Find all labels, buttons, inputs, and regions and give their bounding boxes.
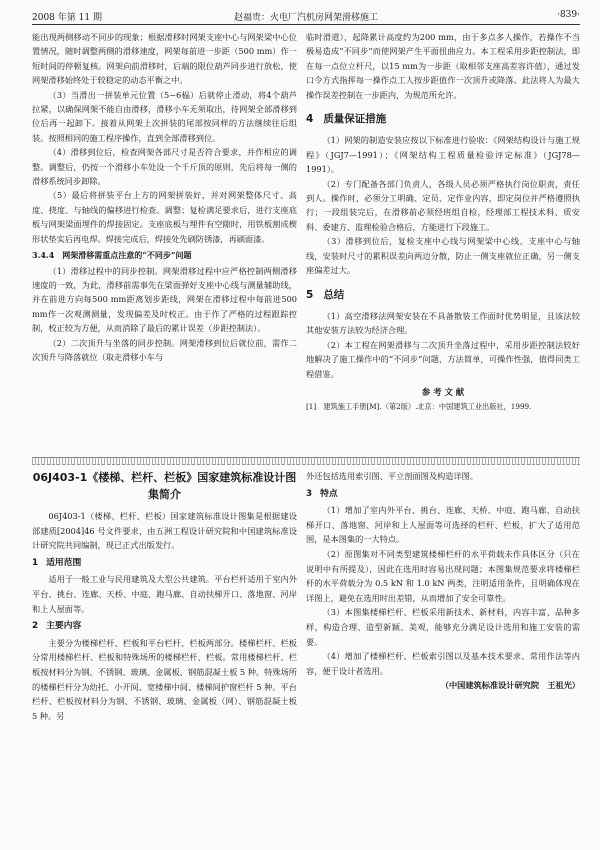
paragraph: 临时滑道），起降累计高度约为200 mm，由于多点多人操作，若操作不当极易造成“不同步”而使网架产生平面扭曲应力。本工程采用步距控制法，即在每一点位立杆尺，以15 mm为一步距（取相邻支座高差容许值），通过发口令方式指挥每一操作点工人按步距值作一次顶升或降落。此法将人为最大操作误差控制在一步距内，为规范所允许。 — [306, 32, 580, 100]
paragraph: （1）高空滑移法网架安装在不具备散装工作面时优势明显，且该法较其他安装方法较为经济合理。 — [306, 310, 580, 336]
subsection-heading: 3.4.4 网架滑移需重点注意的“不同步”问题 — [32, 250, 192, 261]
author-signature: （中国建筑标准设计研究院 王祖光） — [440, 680, 580, 691]
paragraph: （2）原图集对不同类型建筑楼梯栏杆的水平荷载未作具体区分（只在说明中有所提及），因此在选用时容易出现问题；本图集规范要求将楼梯栏杆的水平荷载分为 0.5 kN 和 1.0 kN 两类，注明适用条件，且明确体现在详图上，避免在选用时出差错，从而增加了安全可靠性。 — [306, 548, 580, 603]
notice-right-column — [306, 469, 580, 693]
references-heading: 参 考 文 献 — [421, 386, 465, 397]
paragraph: （3）本图集楼梯栏杆、栏板采用新技术、新材料，内容丰富、品种多样，构造合理、造型新颖、美观，能够充分满足设计选用和施工安装的需要。 — [306, 607, 580, 647]
section-number: 4 — [306, 113, 314, 126]
paragraph: 主要分为楼梯栏杆、栏板和平台栏杆、栏板两部分。楼梯栏杆、栏板分常用楼梯栏杆、栏板和特殊场所的楼梯栏杆、栏板。常用楼梯栏杆、栏板按材料分为钢、不锈钢、玻璃、金属板、钢筋混凝土板 5 种。特殊场所的楼梯栏杆分为幼托、小开间、宽楼梯中间、楼梯间护窗栏杆 5 种。平台栏杆、栏板按材料分为钢、不锈钢、玻璃、金属板（网）、钢筋混凝土板 5 种。另 — [32, 637, 297, 721]
paragraph: （2）专门配备各部门负责人，各级人员必须严格执行岗位职责，责任到人。操作时，必须分工明确、定员、定作业内容，即定岗位并严格遵照执行；一段组装完后，在滑移前必须经班组自检，经理部工程技术科、质安科、委建方、监理检验合格后，方能进行下段施工。 — [306, 178, 580, 232]
article-left-column — [32, 30, 297, 364]
notice-section-content — [32, 619, 297, 634]
paragraph: 适用于一般工业与民用建筑及大型公共建筑。平台栏杆适用于室内外平台、挑台、连廊、天桥、中庭、跑马廊、自动扶梯开口、落地窗、河岸和上人屋面等。 — [32, 574, 297, 614]
paragraph: （1）滑移过程中的同步控制。网架滑移过程中应严格控制两侧滑移速度的一致，为此，滑移前需事先在梁面弹好支座中心线与测量辅助线，并在前进方向每500 mm距离划步距线，网架在滑移过程中每前进500 mm作一次观测测量，发现偏差及时校正。由于作了严格的过程跟踪控制，校正较为方便，从而消除了最后的累计误差（步距控制法）。 — [32, 265, 297, 334]
section-number: 5 — [306, 288, 314, 301]
section-title: 主要内容 — [46, 621, 82, 632]
page-number: ·839· — [557, 10, 580, 20]
paragraph: （1）增加了室内外平台、挑台、连廊、天桥、中庭、跑马廊、自动扶梯开口、落地窗、河岸和上人屋面等可选择的栏杆、栏板，扩大了适用范围，是本图集的一大特点。 — [306, 505, 580, 545]
section-title: 总结 — [323, 288, 345, 301]
section-title: 适用范围 — [46, 557, 82, 568]
paragraph: （2）二次顶升与坐落的同步控制。网架滑移到位后就位前，需作二次顶升与降落就位（取走滑移小车与 — [32, 337, 297, 362]
section-title: 质量保证措施 — [323, 113, 387, 126]
notice-title: 06J403-1《楼梯、栏杆、栏板》国家建筑标准设计图集简介 — [32, 471, 297, 501]
section-number: 1 — [32, 557, 39, 568]
section-number: 2 — [32, 621, 39, 632]
paragraph: （4）滑移到位后，检查网架各部尺寸是否符合要求，并作相应的调整。调整后，仍按一个滑移小车处设一个千斤顶的原则，先后将每一侧的滑移系统同步卸除。 — [32, 147, 297, 187]
paragraph: 06J403-1（楼梯、栏杆、栏板）国家建筑标准设计图集是根据建设部建质[2004]46 号文件要求，由五洲工程设计研究院和中国建筑标准设计研究院共同编制，现已正式出版发行。 — [32, 511, 297, 551]
section-heading-summary — [306, 288, 580, 302]
page-header — [32, 8, 580, 25]
paragraph: （1）网架的制造安装应按以下标准进行验收：《网架结构设计与施工规程》（JGJ7—1991）；《网架结构工程质量检验评定标准》（JGJ78—1991）。 — [306, 135, 580, 175]
reference-item: [1] 建筑施工手册[M].（第2版）.北京：中国建筑工业出版社，1999. — [306, 402, 532, 412]
paragraph: （5）最后将拼装平台上方的网架拼装好，并对网架整体尺寸、高度、挠度、与轴线的偏移进行检查、调整；复检满足要求后，进行支座底板与网架梁面埋件的焊接固定。支座底板与埋件有空隙时，用铁板割成楔形状垫实后再电焊。焊接完成后，焊接处先刷防锈漆，再刷面漆。 — [32, 190, 297, 244]
article-divider — [32, 457, 580, 465]
notice-section-features — [306, 487, 580, 502]
journal-issue: 2008 年第 11 期 — [32, 13, 102, 23]
notice-section-scope — [32, 556, 297, 571]
notice-left-column — [32, 469, 297, 723]
article-right-column — [306, 30, 580, 412]
paragraph: （3）滑移到位后，复检支座中心线与网架梁中心线、支座中心与轴线，安装时尺寸的累积误差向两边分散，防止一侧支座就位正确，另一侧支座偏差过大。 — [306, 236, 580, 276]
paragraph: （3）当滑出一拼装单元位置（5~6榀）后就停止滑动，将4个葫芦拉紧，以确保网架不能自由滑移，滑移小车无须取出，待网架全部滑移到位后再一起卸下。接着从网架上次拼装的尾部按同样的方法继续往后组装。按照相同的施工程序操作，直到全部滑移到位。 — [32, 89, 297, 143]
paragraph: 能出现两侧移动不同步的现象；根据滑移时网架支座中心与网架梁中心位置情况，随时调整两侧的滑移速度，网架每前进一步距（500 mm）作一短时间的停顿复核。网架向前滑移时，后端的限位葫芦同步进行放松，使网架滑移始终处于较稳定的动态平衡之中。 — [32, 32, 297, 86]
running-title: 赵福贵：火电厂汽机房网架滑移施工 — [233, 13, 378, 23]
paragraph: 外还包括选用索引图、平立剖面图及构造详图。 — [306, 471, 478, 481]
section-heading-quality — [306, 112, 580, 126]
section-number: 3 — [306, 488, 313, 499]
paragraph: （2）本工程在网架滑移与二次顶升坐落过程中，采用步距控制法较好地解决了施工操作中的“不同步”问题，方法简单，可操作性强，值得同类工程借鉴。 — [306, 339, 580, 379]
section-title: 特点 — [320, 488, 338, 499]
paragraph: （4）增加了楼梯栏杆、栏板索引图以及基本技术要求、常用作法等内容，便于设计者选用。 — [306, 651, 580, 676]
